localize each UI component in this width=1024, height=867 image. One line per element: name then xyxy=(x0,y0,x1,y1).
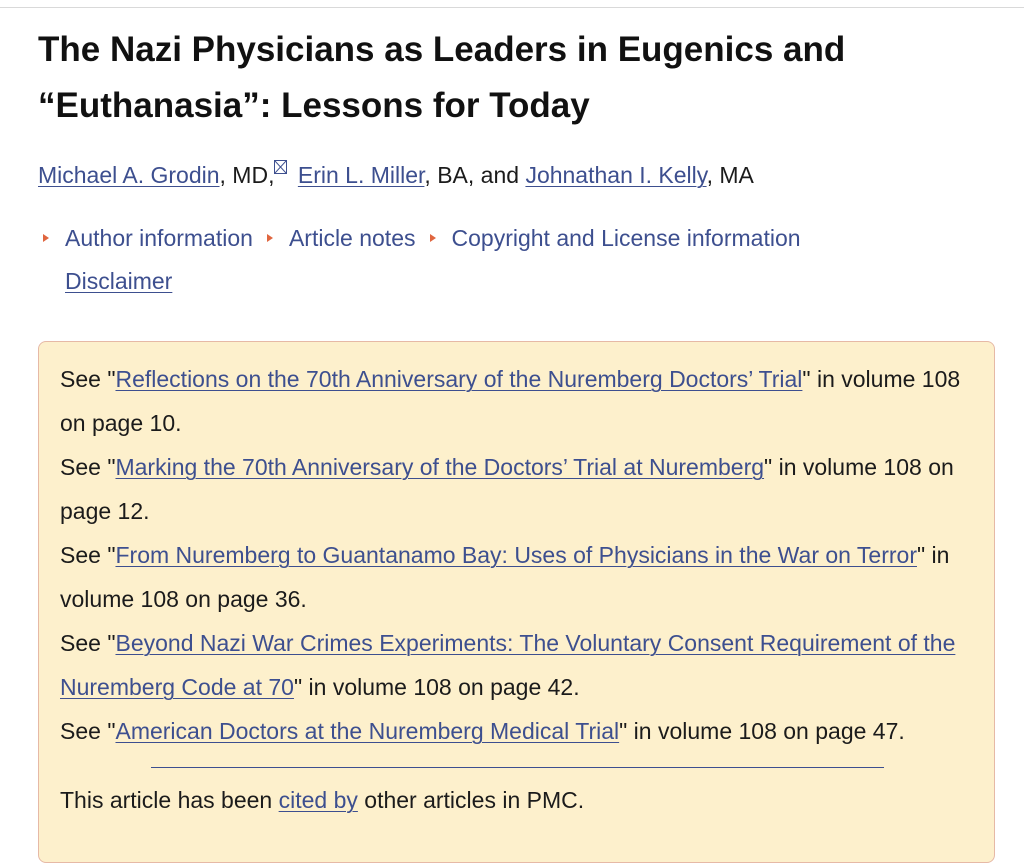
triangle-right-icon xyxy=(43,234,49,242)
related-article-link[interactable]: Marking the 70th Anniversary of the Doctors’ Trial at Nuremberg xyxy=(115,454,765,480)
copyright-license-toggle[interactable] xyxy=(430,221,801,255)
author-link-miller[interactable]: Erin L. Miller xyxy=(297,162,425,188)
author-link-kelly[interactable]: Johnathan I. Kelly xyxy=(525,162,707,188)
related-article-link[interactable]: Beyond Nazi War Crimes Experiments: The Voluntary Consent Requirement of the Nuremberg Code at 70 xyxy=(60,630,956,700)
related-article-item: See "From Nuremberg to Guantanamo Bay: Uses of Physicians in the War on Terror" in volume 108 on page 36. xyxy=(60,542,950,612)
notice-divider xyxy=(151,767,884,768)
related-article-link[interactable]: American Doctors at the Nuremberg Medical Trial xyxy=(115,718,620,744)
disclaimer-link[interactable]: Disclaimer xyxy=(65,268,173,294)
related-articles-notice xyxy=(38,341,995,863)
accordion-label: Article notes xyxy=(288,225,416,251)
related-article-link[interactable]: From Nuremberg to Guantanamo Bay: Uses of Physicians in the War on Terror xyxy=(115,542,917,568)
article-notes-toggle[interactable] xyxy=(267,221,416,255)
author-list xyxy=(38,158,754,192)
top-divider xyxy=(0,7,1024,8)
related-article-link[interactable]: Reflections on the 70th Anniversary of the Nuremberg Doctors’ Trial xyxy=(115,366,803,392)
related-article-item: See "Reflections on the 70th Anniversary of the Nuremberg Doctors’ Trial" in volume 108 on page 10. xyxy=(60,366,961,436)
envelope-icon[interactable] xyxy=(274,160,287,174)
accordion-label: Author information xyxy=(65,225,253,251)
author-link-grodin[interactable]: Michael A. Grodin xyxy=(38,162,220,188)
related-article-item: See "Marking the 70th Anniversary of the Doctors’ Trial at Nuremberg" in volume 108 on page 12. xyxy=(60,454,954,524)
accordion-label: Copyright and License information xyxy=(451,225,801,251)
triangle-right-icon xyxy=(430,234,436,242)
related-article-item: See "American Doctors at the Nuremberg Medical Trial" in volume 108 on page 47. xyxy=(60,718,905,744)
article-title: The Nazi Physicians as Leaders in Eugenics and “Euthanasia”: Lessons for Today xyxy=(38,30,846,125)
article-info-accordions xyxy=(43,221,1003,255)
triangle-right-icon xyxy=(267,234,273,242)
author-suffix: , MD, xyxy=(219,162,275,188)
cited-by-link[interactable]: cited by xyxy=(278,787,358,813)
cited-by-line: This article has been cited by other articles in PMC. xyxy=(60,787,585,813)
author-suffix: , MA xyxy=(706,162,754,188)
author-suffix: , BA, and xyxy=(424,162,526,188)
author-information-toggle[interactable] xyxy=(43,221,253,255)
related-article-item: See "Beyond Nazi War Crimes Experiments: The Voluntary Consent Requirement of the Nuremberg Code at 70" in volume 108 on page 42. xyxy=(60,630,956,700)
